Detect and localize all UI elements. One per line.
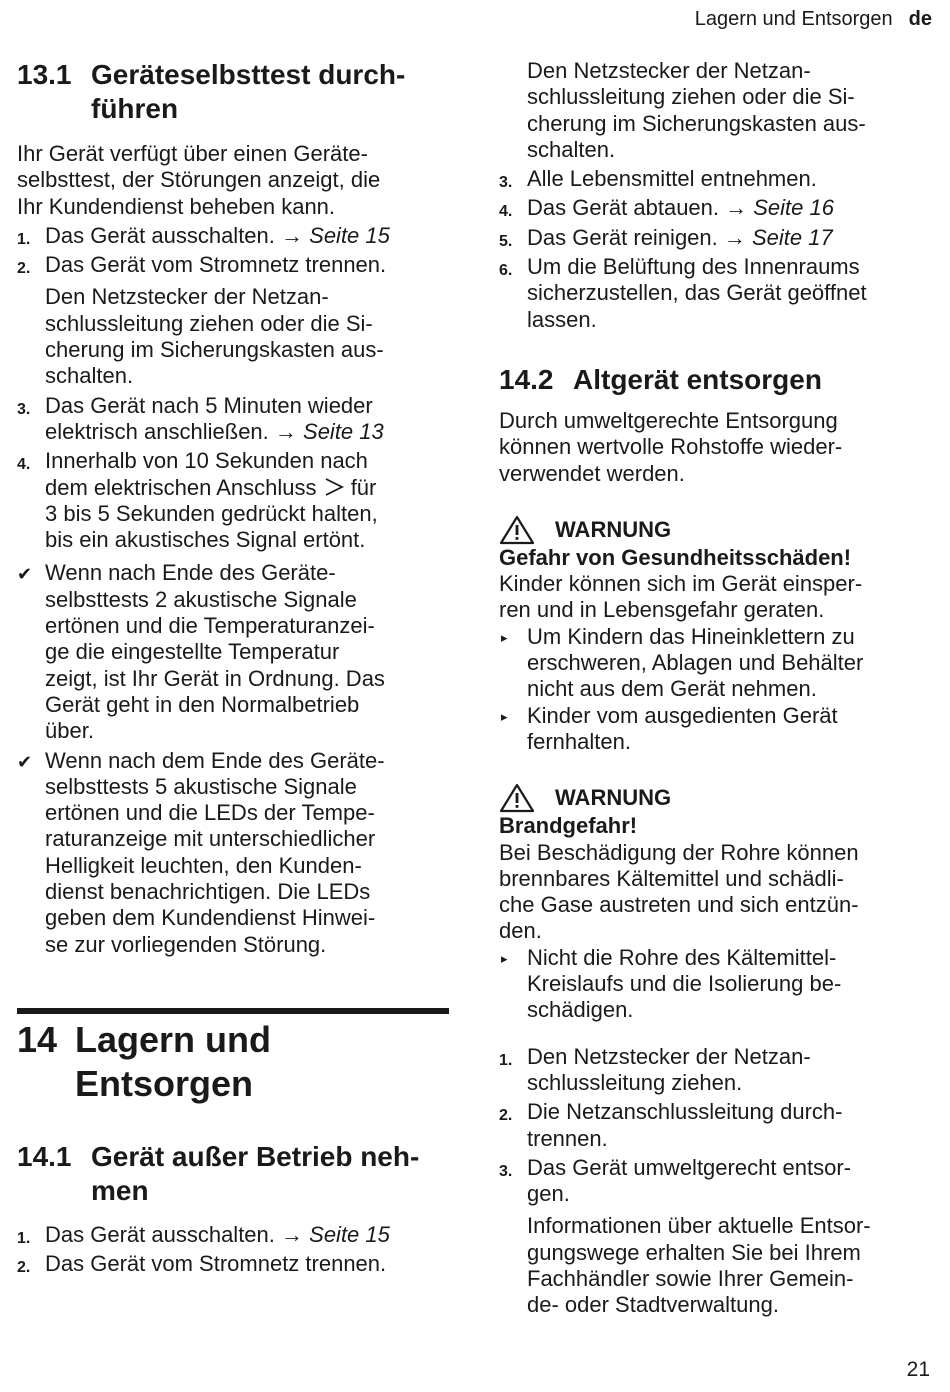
- arrow-right-icon: →: [281, 1221, 310, 1247]
- text-line: Den Netzstecker der Netzan-: [45, 284, 329, 310]
- step-item: [17, 393, 449, 446]
- text-line: über.: [45, 718, 94, 744]
- arrow-right-icon: →: [274, 418, 304, 444]
- page-reference-link[interactable]: Seite 13: [303, 418, 384, 444]
- step-number: 2.: [17, 1259, 31, 1277]
- heading-line: Altgerät entsorgen: [573, 363, 822, 395]
- warning-label: [499, 515, 931, 545]
- step-item: [17, 1222, 449, 1248]
- page-reference-link[interactable]: Seite 15: [309, 222, 390, 248]
- text-line: cherung im Sicherungskasten aus-: [45, 337, 384, 363]
- text-line: selbsttests 5 akustische Signale: [45, 773, 357, 799]
- heading-line: Gerät außer Betrieb neh-: [91, 1140, 420, 1172]
- header-language: de: [908, 8, 932, 30]
- warning-headline: Brandgefahr!: [499, 813, 638, 839]
- text-line: bis ein akustisches Signal ertönt.: [45, 527, 366, 553]
- warning-text: [499, 571, 931, 624]
- step-text: Das Gerät abtauen.: [527, 195, 726, 221]
- text-line: se zur vorliegenden Störung.: [45, 931, 327, 957]
- text-line: Um Kindern das Hineinklettern zu: [527, 623, 855, 649]
- step-item: [17, 223, 449, 249]
- warning-triangle-icon: [499, 783, 535, 813]
- text-line: Die Netzanschlussleitung durch-: [527, 1099, 843, 1125]
- bullet-item: [499, 945, 931, 1024]
- step-number: 5.: [499, 232, 513, 250]
- text-line: ertönen und die LEDs der Tempe-: [45, 800, 375, 826]
- text-line: schalten.: [527, 136, 616, 162]
- chevron-right-icon: [323, 477, 345, 497]
- section-14-1-heading: [17, 1140, 449, 1208]
- step-number: 3.: [17, 400, 31, 418]
- step-item: [17, 1251, 449, 1277]
- text-line: Kreislaufs und die Isolierung be-: [527, 971, 842, 997]
- step-number: 2.: [17, 260, 31, 278]
- section-13-1-heading: [17, 58, 449, 126]
- step-item: [499, 225, 931, 251]
- page-number: 21: [906, 1358, 930, 1381]
- page-reference-link[interactable]: Seite 16: [753, 195, 834, 221]
- step-item: [499, 1099, 931, 1152]
- running-header: [695, 8, 932, 31]
- step-text: Das Gerät ausschalten.: [45, 222, 282, 248]
- text-line: können wertvolle Rohstoffe wieder-: [499, 434, 843, 460]
- text-line: brennbares Kältemittel und schädli-: [499, 865, 844, 891]
- text-line: Wenn nach dem Ende des Geräte-: [45, 747, 385, 773]
- text-line: cherung im Sicherungskasten aus-: [527, 110, 866, 136]
- result-item: [17, 560, 449, 744]
- warning-block: [499, 515, 931, 755]
- text-line: Innerhalb von 10 Sekunden nach: [45, 448, 368, 474]
- text-line: de- oder Stadtverwaltung.: [527, 1292, 779, 1318]
- checkmark-icon: ✔: [17, 564, 33, 585]
- text-line: geben dem Kundendienst Hinwei-: [45, 905, 376, 931]
- step-item: [499, 1155, 931, 1208]
- intro-paragraph: [17, 141, 449, 220]
- section-number: 14.1: [17, 1140, 72, 1172]
- arrow-right-icon: →: [723, 224, 752, 250]
- text-line: raturanzeige mit unterschiedlicher: [45, 826, 376, 852]
- step-number: 2.: [499, 1107, 513, 1125]
- intro-paragraph: [499, 408, 931, 487]
- step-number: 6.: [499, 262, 513, 280]
- text-line: dienst benachrichtigen. Die LEDs: [45, 879, 371, 905]
- step-item: [17, 448, 449, 553]
- text-line: selbsttests 2 akustische Signale: [45, 586, 357, 612]
- step-number: 4.: [17, 456, 31, 474]
- chapter-14-heading: [17, 1018, 449, 1106]
- warning-label-text: WARNUNG: [555, 516, 672, 542]
- warning-text: [499, 840, 931, 945]
- checkmark-icon: ✔: [17, 751, 33, 772]
- text-line: den.: [499, 918, 542, 944]
- header-section-title: Lagern und Entsorgen: [694, 8, 893, 30]
- warning-label-text: WARNUNG: [555, 785, 672, 811]
- step-text: Das Gerät reinigen.: [527, 224, 724, 250]
- text-line: Den Netzstecker der Netzan-: [527, 1043, 811, 1069]
- text-line: erschweren, Ablagen und Behälter: [527, 650, 864, 676]
- text-line: schlussleitung ziehen oder die Si-: [527, 84, 855, 110]
- step-text: Das Gerät vom Stromnetz trennen.: [45, 1251, 387, 1277]
- triangle-bullet-icon: ▸: [501, 950, 508, 966]
- result-item: [17, 748, 449, 958]
- section-number: 13.1: [17, 59, 72, 90]
- text-line: sicherzustellen, das Gerät geöffnet: [527, 280, 867, 306]
- text-line: zeigt, ist Ihr Gerät in Ordnung. Das: [45, 665, 385, 691]
- page-reference-link[interactable]: Seite 17: [752, 224, 833, 250]
- step-text: Das Gerät ausschalten.: [45, 1221, 282, 1247]
- text-line: ren und in Lebensgefahr geraten.: [499, 597, 825, 623]
- chapter-number: 14: [17, 1018, 58, 1060]
- step-number: 3.: [499, 1162, 513, 1180]
- warning-block: [499, 783, 931, 1023]
- text-line: Fachhändler sowie Ihrer Gemein-: [527, 1265, 854, 1291]
- text-line: trennen.: [527, 1125, 608, 1151]
- text-line: schlussleitung ziehen oder die Si-: [45, 310, 373, 336]
- text-line: Ihr Gerät verfügt über einen Geräte-: [17, 141, 368, 166]
- step-item: [499, 166, 931, 192]
- text-line: gen.: [527, 1181, 570, 1207]
- step-note: [17, 284, 449, 389]
- text-line: Kinder können sich im Gerät einsper-: [499, 571, 863, 597]
- heading-line: men: [91, 1174, 149, 1206]
- text-line: Kinder vom ausgedienten Gerät: [527, 702, 838, 728]
- step-text: Das Gerät vom Stromnetz trennen.: [45, 252, 387, 278]
- step-number: 3.: [499, 174, 513, 192]
- text-line: Um die Belüftung des Innenraums: [527, 254, 860, 280]
- text-line: für: [344, 474, 377, 500]
- chapter-14-heading-block: [17, 1008, 449, 1106]
- text-line: schlussleitung ziehen.: [527, 1069, 743, 1095]
- text-line: nicht aus dem Gerät nehmen.: [527, 676, 817, 702]
- text-line: Den Netzstecker der Netzan-: [527, 58, 811, 83]
- warning-headline: Gefahr von Gesundheitsschäden!: [499, 544, 852, 570]
- triangle-bullet-icon: ▸: [501, 708, 508, 724]
- text-line: Helligkeit leuchten, den Kunden-: [45, 852, 362, 878]
- step-note: [499, 58, 931, 163]
- heading-line: führen: [91, 93, 179, 124]
- text-line: selbsttest, der Störungen anzeigt, die: [17, 167, 381, 193]
- step-text: Alle Lebensmittel entnehmen.: [527, 166, 817, 192]
- text-line: fernhalten.: [527, 728, 631, 754]
- text-line: Wenn nach Ende des Geräte-: [45, 560, 336, 586]
- step-number: 1.: [499, 1051, 513, 1069]
- text-line: Durch umweltgerechte Entsorgung: [499, 407, 838, 433]
- text-line: verwendet werden.: [499, 460, 685, 486]
- left-column: [17, 58, 449, 1278]
- text-line: 3 bis 5 Sekunden gedrückt halten,: [45, 500, 378, 526]
- text-line: gungswege erhalten Sie bei Ihrem: [527, 1239, 861, 1265]
- warning-label: [499, 783, 931, 813]
- text-line: Ihr Kundendienst beheben kann.: [17, 193, 336, 219]
- text-line: Das Gerät umweltgerecht entsor-: [527, 1154, 852, 1180]
- chapter-title: Lagern und Entsorgen: [75, 1018, 271, 1104]
- text-line: schädigen.: [527, 997, 634, 1023]
- section-14-2-heading: [499, 363, 931, 397]
- bullet-item: [499, 703, 931, 756]
- text-line: schalten.: [45, 363, 134, 389]
- bullet-item: [499, 624, 931, 703]
- text-line: ertönen und die Temperaturanzei-: [45, 613, 375, 639]
- text-line: elektrisch anschließen.: [45, 418, 275, 444]
- text-line: Informationen über aktuelle Entsor-: [527, 1213, 871, 1239]
- right-column: [499, 58, 931, 1319]
- step-note: [499, 1213, 931, 1318]
- text-line: dem elektrischen Anschluss: [45, 474, 323, 500]
- text-line: Gerät geht in den Normalbetrieb: [45, 691, 360, 717]
- arrow-right-icon: →: [281, 222, 310, 248]
- page-reference-link[interactable]: Seite 15: [309, 1221, 390, 1247]
- text-line: Das Gerät nach 5 Minuten wieder: [45, 392, 373, 418]
- heading-line: Geräteselbsttest durch-: [91, 59, 406, 90]
- triangle-bullet-icon: ▸: [501, 629, 508, 645]
- step-item: [499, 1044, 931, 1097]
- arrow-right-icon: →: [725, 195, 754, 221]
- text-line: Bei Beschädigung der Rohre können: [499, 839, 859, 865]
- text-line: lassen.: [527, 306, 597, 332]
- step-number: 4.: [499, 203, 513, 221]
- section-number: 14.2: [499, 363, 554, 395]
- step-item: [499, 195, 931, 221]
- step-item: [17, 252, 449, 278]
- text-line: ge die eingestellte Temperatur: [45, 639, 340, 665]
- step-number: 1.: [17, 230, 31, 248]
- warning-triangle-icon: [499, 515, 535, 545]
- text-line: che Gase austreten und sich entzün-: [499, 892, 859, 918]
- step-number: 1.: [17, 1229, 31, 1247]
- text-line: Nicht die Rohre des Kältemittel-: [527, 944, 837, 970]
- step-item: [499, 254, 931, 333]
